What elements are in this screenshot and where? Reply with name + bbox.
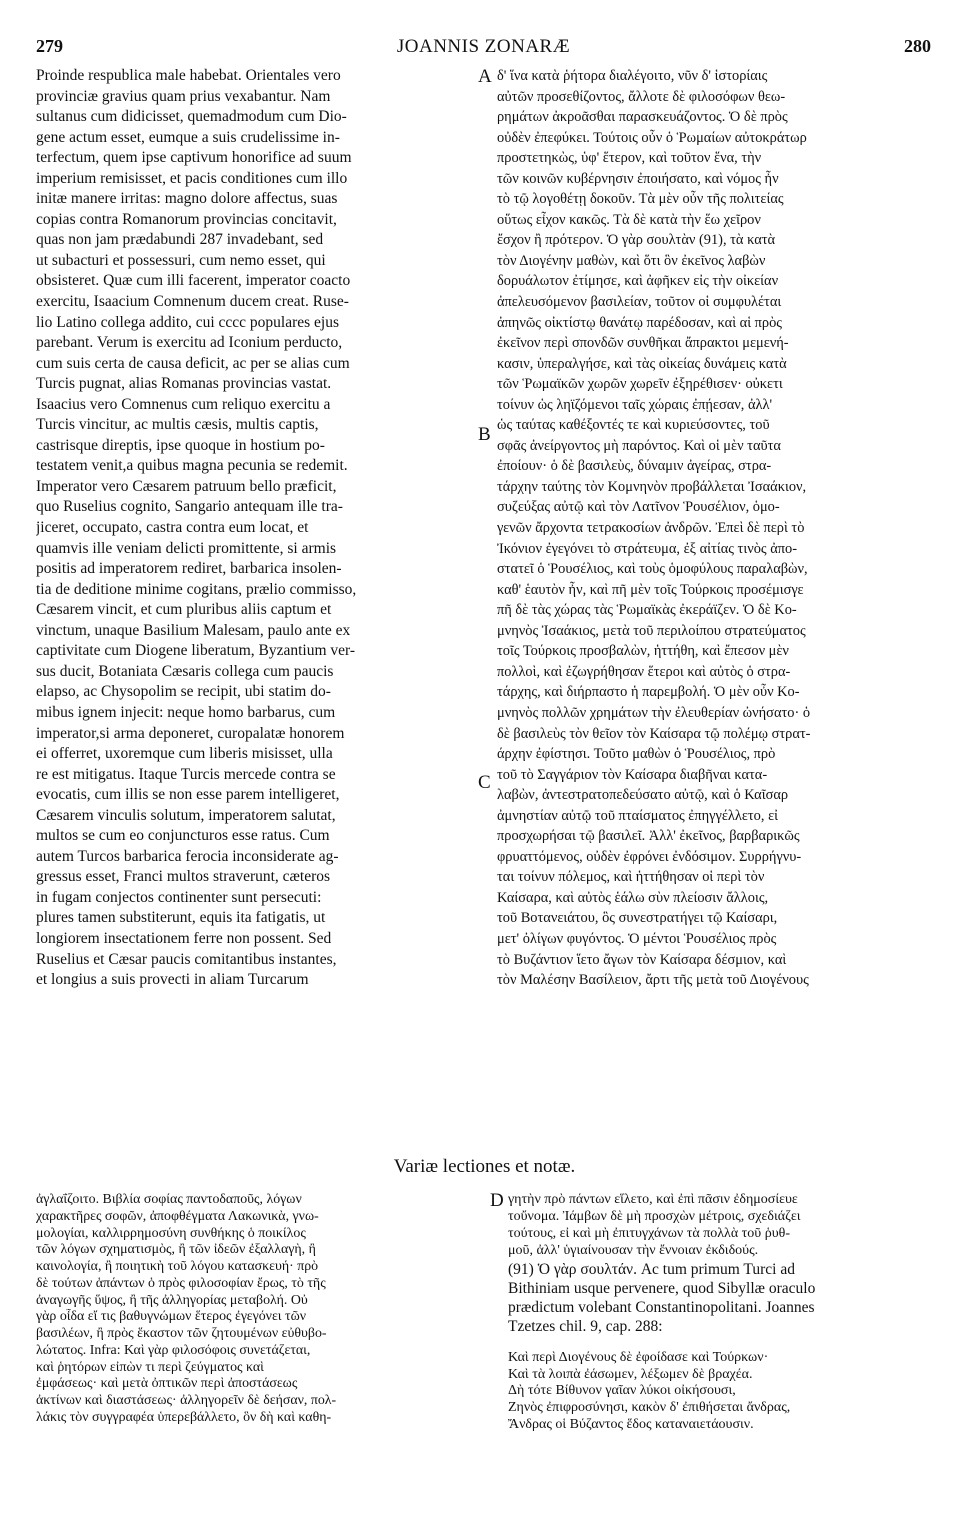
greek-text-line: τὸν Διογένην μαθὼν, καὶ ὅτι ὃν ἐκεῖνος λαβὼν [497,252,766,269]
latin-text-line: provinciæ gravius quam prius vexabantur. Nam [36,87,331,105]
greek-text-line: τοῦ τὸ Σαγγάριον τὸν Καίσαρα διαβῆναι κατα- [497,766,768,783]
latin-text-line: lio Latino collega addito, cui cccc populares ejus [36,313,339,331]
latin-text-line: copias contra Romanorum provincias concitavit, [36,210,337,228]
greek-text-line: μνηνὸς Ἰσαάκιος, μετὰ τοῦ περιλοίπου στρατεύματος [497,622,806,639]
latin-text-line: quo Ruselius cognito, Sangario antequam ille tra- [36,498,343,516]
greek-text-line: ἀπελευσόμενον βασιλείαν, τοῦτον οἱ συμφυλέται [497,294,782,311]
greek-text-line: αὐτῶν προσεθίζοντος, ἄλλοτε δὲ φιλοσόφων θεω- [497,88,786,105]
greek-text-line: κασιν, ὑπεραλγήσε, καὶ τὰς οἰκείας δυνάμεις κατὰ [497,355,787,372]
latin-text-line: Cæsarem vinculis solutum, imperatorem salutat, [36,806,336,824]
latin-text-line: et longius a suis provecti in aliam Turcarum [36,971,309,989]
greek-text-line: δορυάλωτον ἐτίμησε, καὶ ἀφῆκεν εἰς τὴν οἰκείαν [497,273,779,290]
latin-text-line: multos se cum eo conjuncturos esse ratus. Cum [36,827,330,845]
latin-text-line: tia de deditione minime cogitans, prælio commisso, [36,580,357,598]
latin-text-line: vinctum, unaque Basilium Malesam, paulo ante ex [36,621,351,639]
latin-text-line: mibus ignem injecit: neque homo barbarus, cum [36,703,336,721]
greek-text-line: στατεῖ ὁ Ῥουσέλιος, καὶ τοὺς ὁμοφύλους παραλαβὼν, [497,561,808,578]
latin-text-line: initæ manere irritas: magno dolore affectus, suas [36,190,338,208]
greek-text-line: ὡς ταύτας καθέξοντές τε καὶ κυριεύσοντες, τοῦ [497,417,770,434]
section-marker-a: A [478,66,492,87]
latin-text-line: Turcis pugnat, alias Romanas provincias vastat. [36,375,332,393]
greek-text-line: προστετηκὼς, ὑφ' ἕτερον, καὶ τοῦτον ἕνα, τὴν [497,150,762,167]
verse-line: Δὴ τότε Βίθυνον γαῖαν λύκοι οἰκήσουσι, [508,1383,736,1399]
greek-text-line: άρχην ἐφίστησι. Τοῦτο μαθὼν ὁ Ῥουσέλιος, πρὸ [497,746,776,763]
greek-text-line: ἔσχον ἢ πρότερον. Ὁ γὰρ σουλτὰν (91), τὰ κατὰ [497,232,776,249]
greek-text-line: τοῦ Βοτανειάτου, ὃς συνεστρατήγει τῷ Καίσαρι, [497,910,778,927]
note-text-line: χαρακτῆρες σοφῶν, ἀποφθέγματα Λακωνικὰ, γνω- [36,1208,319,1224]
latin-text-line: positis ad imperatorem rediret, barbarica insolen- [36,560,342,578]
note-text-line: Bithiniam usque pervenere, quod Sibyllæ oraculo [508,1279,816,1297]
verse-line: Καὶ περὶ Διογένους δὲ ἐφοίδασε καὶ Τούρκων· [508,1349,769,1365]
section-marker-b: B [478,424,491,445]
greek-text-line: ται τοίνυν πόλεμος, καὶ ἡττήθησαν οἱ περὶ τὸν [497,869,765,886]
latin-text-line: in fugam conjectos continenter sunt persecuti: [36,888,322,906]
notes-greek-continuation [508,1192,938,1260]
notes-right-column [508,1192,938,1434]
latin-text-line: quamvis ille veniam delicti promittente, si armis [36,539,337,557]
verse-line: Καὶ τὰ λοιπὰ ἐάσωμεν, λέξωμεν δὲ βραχέα. [508,1366,753,1382]
greek-text-line: γενῶν ἄρχοντα τετρακοσίων ἀνδρῶν. Ἐπεὶ δὲ περὶ τὸ [497,520,805,537]
tzetzes-verse-quote [508,1350,938,1435]
latin-text-line: autem Turcos barbarica ferocia inconsiderate ag- [36,847,339,865]
greek-text-line: φρυαττόμενος, οὐδὲν ἐφρόνει ἐνδόσιμον. Συρρήγνυ- [497,848,802,865]
verse-line: Ἄνδρας οἱ Βύζαντος ἕδος καταναιετάουσιν. [508,1417,754,1433]
section-marker-d: D [490,1190,504,1211]
greek-text-line: πῆ δὲ τὰς χώρας τὰς Ῥωμαϊκὰς ἐκεράϊζεν. Ὁ δὲ Κο- [497,602,797,619]
note-text-line: ἀγλαΐζοιτο. Βιβλία σοφίας παντοδαποῦς, λόγων [36,1192,302,1207]
latin-text-line: ei offerret, uxoremque cum liberis misisset, ulla [36,745,333,763]
running-title: JOANNIS ZONARÆ [396,36,571,57]
latin-text-line: jiceret, occupato, castra contra eum locat, et [36,519,309,537]
greek-text-line: μετ' ὀλίγων φυγόντος. Ὁ μέντοι Ῥουσέλιος πρὸς [497,930,777,947]
greek-text-line: τὸν Μαλέσην Βασίλειον, ἄρτι τῆς μετὰ τοῦ Διογένους [497,972,809,989]
greek-text-line: καθ' ἑαυτὸν ἦν, καὶ πῆ μὲν τοῖς Τούρκοις προσέμισγε [497,581,804,598]
greek-text-line: προσχωρήσαι τῷ βασιλεῖ. Ἀλλ' ἐκεῖνος, βαρβαρικῶς [497,828,800,845]
greek-text-line: τὸ τῷ λογοθέτῃ δοκοῦν. Τὰ μὲν οὖν τῆς πολιτείας [497,191,784,208]
note-text-line: τῶν λόγων σχηματισμὸς, ἢ τῶν ἰδεῶν ἐξαλλαγὴ, ἢ [36,1242,316,1258]
note-91 [508,1260,938,1336]
latin-text-line: Isaacius vero Comnenus cum reliquo exercitu a [36,395,331,413]
note-spacer [508,1336,938,1350]
note-text-line: τούτους, εἰ καὶ μὴ ἐπιτυγχάνων τὰ πολλὰ τοῦ ῥυθ- [508,1225,791,1241]
latin-text-line: quas non jam prædabundi 287 invadebant, sed [36,231,324,249]
latin-text-column [36,66,476,991]
running-header [36,36,931,62]
greek-text-line: τοίνυν ὡς ληϊζόμενοι ταῖς χώραις ἐπῄεσαν, ἀλλ' [497,396,773,413]
note-text-line: ἐμφάσεως· καὶ μετὰ ὀπτικῶν περὶ ἀποστάσεως [36,1376,298,1392]
latin-text-line: plures tamen substiterunt, equis ita fatigatis, ut [36,909,326,927]
note-text-line: γητὴν πρὸ πάντων εἵλετο, καὶ ἐπὶ πᾶσιν ἐδημοσίευε [508,1192,798,1207]
greek-text-line: πολλοὶ, καὶ ἐζωγρήθησαν ἕτεροι καὶ αὐτὸς ὁ στρα- [497,663,791,680]
greek-text-line: σφᾶς ἀνείργοντος μὴ παρόντος. Καὶ οἱ μὲν ταῦτα [497,437,781,454]
note-text-line: δὲ τούτων ἁπάντων ὁ πρὸς φιλοσοφίαν ἔρως, τὸ τῆς [36,1275,326,1291]
greek-text-line: μνηνὸς πολλῶν χρημάτων τὴν ἐλευθερίαν ὠνήσατο· ὁ [497,704,811,721]
note-text-line: καὶ ῥητόρων εἰπὼν τι περὶ ζεύγματος καὶ [36,1359,264,1375]
greek-text-line: ἐκεῖνον περὶ σπονδῶν συνθῆκαι ἄπρακτοι μεμενή- [497,335,789,352]
latin-text-line: imperium remisisset, et pacis conditiones cum illo [36,169,348,187]
notes-heading: Variæ lectiones et notæ. [393,1156,576,1177]
greek-text-column [497,66,933,991]
greek-text-line: δὲ βασιλεὺς τὸν θεῖον τὸν Καίσαρα τῷ πολέμῳ στρατ- [497,725,811,742]
note-text-line: λώτατος. Infra: Καὶ γὰρ φιλοσόφοις συνετάζεται, [36,1342,311,1358]
latin-text-line: Proinde respublica male habebat. Orientales vero [36,67,341,84]
latin-text-line: elapso, ac Chysopolim se recipit, ubi statim do- [36,683,331,701]
section-marker-c: C [478,772,491,793]
greek-text-line: τῶν Ῥωμαϊκῶν χωρῶν χωρεῖν ἐξηρέθισεν· οὐκετι [497,376,783,393]
latin-text-line: obsisteret. Quæ cum illi facerent, imperator coacto [36,272,351,290]
latin-text-line: Cæsarem vincit, et cum pluribus aliis captum et [36,601,332,619]
greek-text-line: τάρχης, καὶ διήρπαστο ἡ παρεμβολή. Ὁ μὲν οὖν Κο- [497,684,800,701]
notes-left-column [36,1192,484,1427]
latin-text-line: terfectum, quem ipse captivum honorifice ad suum [36,149,352,167]
greek-text-line: τάρχην ταύτης τὸν Κομνηνὸν προβάλλεται Ἰσαάκιον, [497,478,807,495]
greek-text-line: Ἰκόνιον ἐγεγόνει τὸ στράτευμα, ἐξ αἰτίας τινὸς ἀπο- [497,540,797,557]
greek-text-line: ἀμνηστίαν αὐτῷ τοῦ πταίσματος ἐπηγγέλλετο, εἰ [497,807,778,824]
latin-text-line: Imperator vero Cæsarem patruum bello præficit, [36,477,337,495]
greek-text-line: δ' ἵνα κατὰ ῥήτορα διαλέγοιτο, νῦν δ' ἱστορίαις [497,68,768,84]
latin-text-line: exercitu, Isaacium Comnenum ducem creat. Ruse- [36,293,349,311]
greek-text-line: τὸ Βυζάντιον ἵετο ἄγων τὸν Καίσαρα δέσμιον, καὶ [497,951,787,968]
note-text-line: καινολογία, ἢ ποιητικὴ τοῦ λόγου κατασκευή· πρὸ [36,1259,319,1274]
latin-text-line: gene actum esset, eumque a suis crudelissime in- [36,128,340,146]
note-text-line: (91) Ὁ γὰρ σουλτάν. Ac tum primum Turci ad [508,1260,795,1278]
greek-text-line: συζεύξας αὐτῷ καὶ τὸν Λατῖνον Ῥουσέλιον, ὁμο- [497,499,780,516]
latin-text-line: testatem venit,a quibus magna pecunia se redemit. [36,457,348,475]
greek-text-line: τοῖς Τούρκοις προσβαλὼν, ἡττήθη, καὶ ἔπεσον μὲν [497,643,789,660]
latin-text-line: evocatis, cum illis se non esse parem intelligeret, [36,786,340,804]
latin-text-line: gressus esset, Franci multos straverunt, cæteros [36,868,331,886]
note-text-line: γὰρ οἶδα εἴ τις βαθυγνώμων ἕτερος ἐγεγόνει τῶν [36,1309,306,1325]
note-text-line: prædictum volebant Constantinopolitani. Joannes [508,1298,815,1316]
greek-text-line: Καίσαρα, καὶ αὐτὸς ἑάλω σὺν πλείοσιν ἄλλοις, [497,889,769,906]
greek-text-line: λαβὼν, ἀντεστρατοπεδεύσατο αὐτῷ, καὶ ὁ Καῖσαρ [497,787,789,804]
note-text-line: ἀκτίνων καὶ διαστάσεως· ἀλληγορεῖν δὲ δεήσαν, πολ- [36,1393,337,1408]
latin-text-line: sultanus cum didicisset, quemadmodum cum Dio- [36,108,347,126]
latin-text-line: sus ducit, Botaniata Cæsaris collega cum paucis [36,662,334,680]
note-text-line: βασιλέων, ἢ πρὸς ἕκαστον τῶν ζητουμένων εὐθυβο- [36,1326,327,1341]
greek-text-line: οὕτως εἶχον κακῶς. Τὰ δὲ κατὰ τὴν ἕω χεῖρον [497,211,761,228]
greek-text-line: ἀπηνῶς οἰκτίστῳ θανάτῳ παρέδοσαν, καὶ αἱ πρὸς [497,314,783,331]
note-text-line: Tzetzes chil. 9, cap. 288: [508,1317,663,1335]
greek-text-line: ρημάτων ἀκροᾶσθαι παρασκευάζοντος. Ὁ δὲ πρὸς [497,109,788,126]
page-number-left: 279 [36,36,63,56]
latin-text-line: castrisque direptis, ipse quoque in hostium po- [36,436,325,454]
latin-text-line: imperator,si arma deponeret, curopalatæ honorem [36,724,345,742]
latin-text-line: ut subacturi et possessuri, cum nemo esset, qui [36,251,326,269]
note-text-line: τοὔνομα. Ἰάμβων δὲ μὴ προσχὼν μέτροις, σχεδιάζει [508,1208,801,1224]
greek-text-line: τῶν κοινῶν κυβέρνησιν ἐποιήσατο, καὶ νόμος ἦν [497,170,779,187]
note-text-line: ἀναγωγῆς ὕψος, ἢ τῆς ἀλληγορίας μεταβολή. Οὐ [36,1292,308,1308]
latin-text-line: captivitate cum Diogene liberatum, Byzantium ver- [36,642,356,660]
latin-text-line: Ruselius et Cæsar paucis comitantibus instantes, [36,950,337,968]
latin-text-line: longiorem insectationem ferre non possent. Sed [36,929,332,947]
latin-text-line: cum suis certa de causa deficit, ac per se alias cum [36,354,350,372]
note-text-line: λάκις τὸν συγγραφέα ὑπερεβάλλετο, ὃν δὴ καὶ καθη- [36,1409,332,1425]
page-number-right: 280 [904,36,931,56]
greek-text-line: οὐδὲν ἐπεφύκει. Τούτοις οὖν ὁ Ῥωμαίων αὐτοκράτωρ [497,129,807,146]
latin-text-line: re est mitigatus. Itaque Turcis mercede contra se [36,765,336,783]
note-text-line: μοῦ, ἀλλ' ὑγιαίνουσαν τὴν ἔννοιαν ἐκδιδούς. [508,1242,759,1258]
latin-text-line: parebant. Verum is exercitu ad Iconium perducto, [36,334,343,352]
greek-text-line: ἐποίουν· ὁ δὲ βασιλεὺς, δύναμιν ἀγείρας, στρα- [497,458,772,475]
note-text-line: μολογίαι, καλλιρρημοσύνη συνθήκης ὁ ποικίλος [36,1225,306,1241]
latin-text-line: Turcis vincitur, ac multis cæsis, multis captis, [36,416,319,434]
verse-line: Ζηνὸς ἐπιφροσύνησι, κακὸν δ' ἐπιθήσεται ἄνδρας, [508,1400,791,1416]
